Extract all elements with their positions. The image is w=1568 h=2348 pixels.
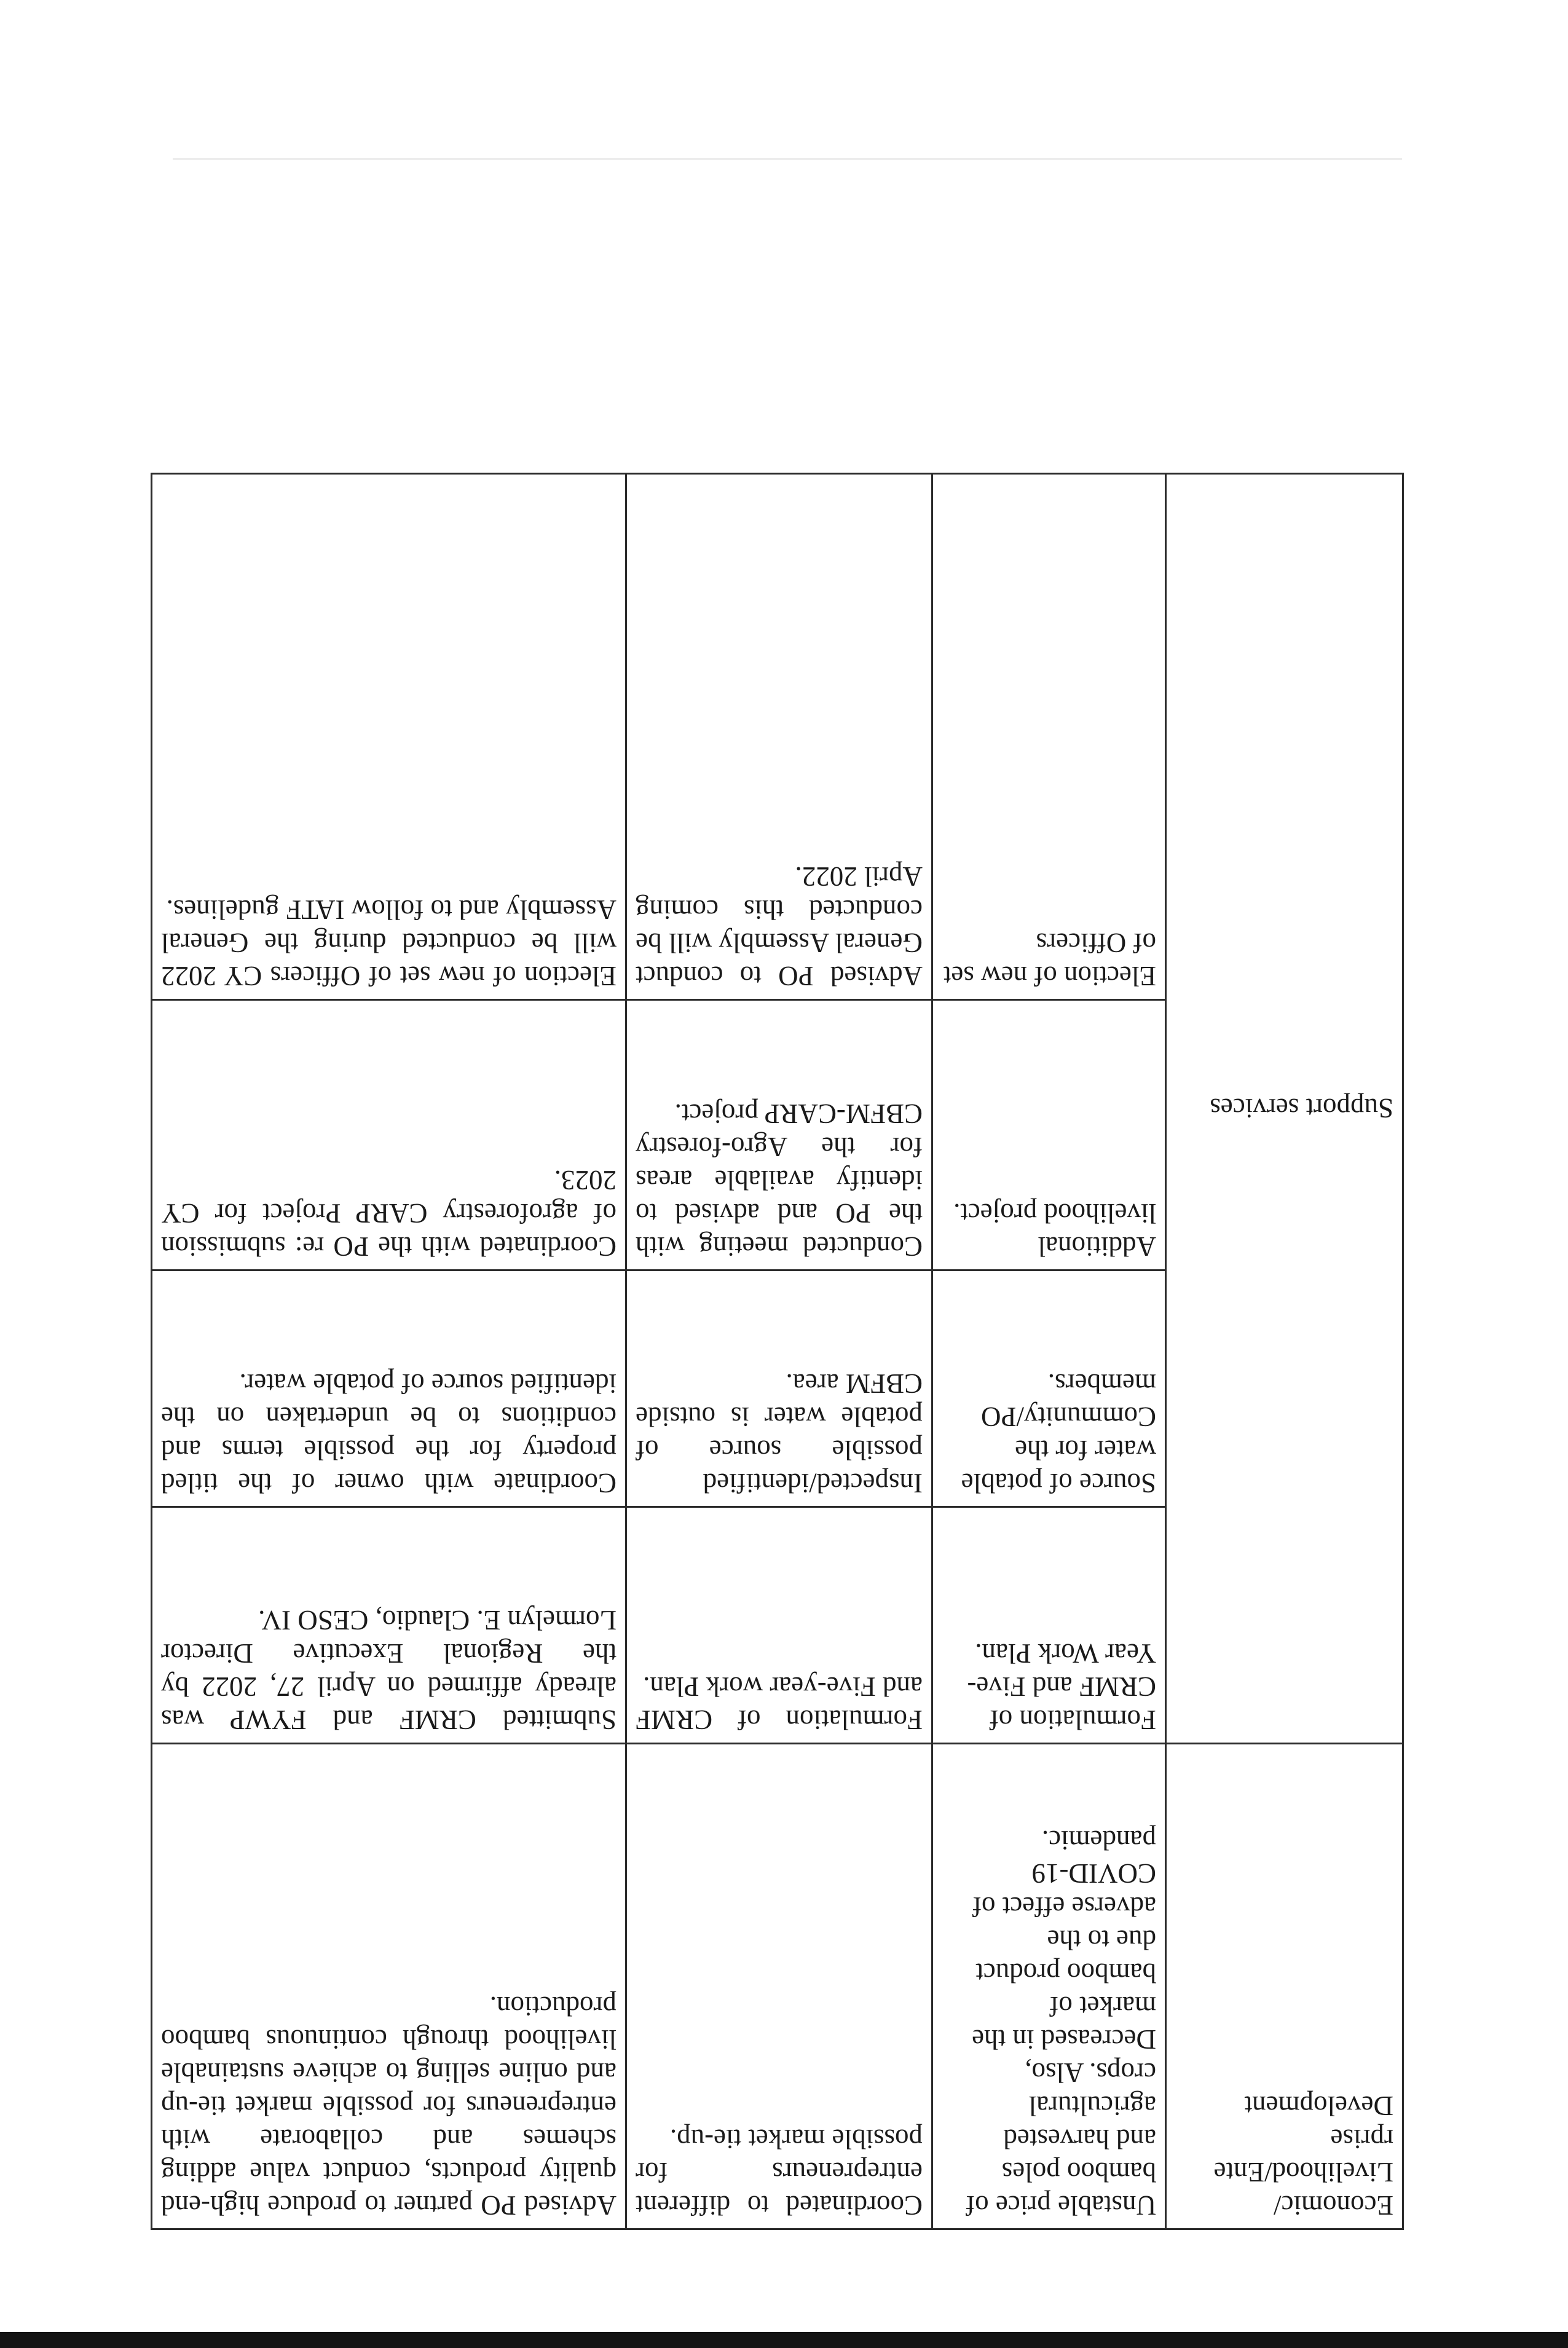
issue-text: Additional livelihood project.: [953, 1198, 1156, 1262]
result-text: Coordinate with owner of the titled property for the possible terms and conditions to be undertaken on the identified source of potable water.: [161, 1368, 617, 1499]
action-cell: [626, 1744, 932, 2229]
issue-cell: [932, 1744, 1166, 2229]
result-text: Submitted CRMF and FYWP was already affirmed on April 27, 2022 by the Regional Executive Director Lormelyn E. Claudio, CESO IV.: [161, 1605, 617, 1735]
result-text: Coordinated with the PO re: submission of agroforestry CARP Project for CY 2023.: [161, 1165, 617, 1262]
result-text: Election of new set of Officers CY 2022 will be conducted during the General Assembly and to follow IATF gudelines.: [161, 894, 617, 991]
result-cell: [152, 1744, 626, 2229]
result-text: Advised PO partner to produce high-end quality products, conduct value adding schemes and collaborate with entrepreneurs for possible market tie-up and online selling to achieve sustainable livelihood through continuous bamboo production.: [161, 1991, 617, 2221]
action-cell: [626, 1507, 932, 1744]
issue-cell: [932, 1271, 1166, 1507]
issue-cell: [932, 474, 1166, 1000]
issue-text: Election of new set of Officers: [943, 928, 1156, 991]
scan-line: [173, 158, 1402, 160]
scanner-edge: [0, 2332, 1568, 2348]
action-cell: [626, 1000, 932, 1271]
result-cell: [152, 1000, 626, 1271]
issue-text: Source of potable water for the Community/PO members.: [961, 1368, 1156, 1499]
result-cell: [152, 474, 626, 1000]
action-text: Coordinated to different entrepreneurs for possible market tie-up.: [636, 2124, 923, 2221]
area-cell-economic: [1166, 1744, 1403, 2229]
action-text: Inspected/identified possible source of potable water is outside CBFM area.: [636, 1368, 923, 1499]
action-cell: [626, 474, 932, 1000]
issue-cell: [932, 1000, 1166, 1271]
action-text: Conducted meeting with the PO and advised to identify available areas for the Agro-forestry CBFM-CARP project.: [636, 1098, 923, 1262]
result-cell: [152, 1271, 626, 1507]
area-label: Economic/ Livelihood/Ente rprise Development: [1213, 2090, 1393, 2221]
action-text: Formulation of CRMF and Five-year work Plan.: [636, 1671, 923, 1735]
table-row: [152, 1744, 1403, 2229]
area-label: Support services: [1210, 1093, 1393, 1124]
action-cell: [626, 1271, 932, 1507]
issue-cell: [932, 1507, 1166, 1744]
result-cell: [152, 1507, 626, 1744]
issue-text: Unstable price of bamboo poles and harvested agricultural crops. Also, Decreased in the market of bamboo product due to the adverse effect of COVID-19 pandemic.: [966, 1825, 1156, 2221]
action-text: Advised PO to conduct General Assembly will be conducted this coming April 2022.: [636, 861, 923, 991]
area-cell-support: [1166, 474, 1403, 1744]
issues-table: [151, 473, 1404, 2230]
table-row: [152, 1507, 1403, 1744]
issue-text: Formulation of CRMF and Five-Year Work Plan.: [967, 1638, 1156, 1735]
